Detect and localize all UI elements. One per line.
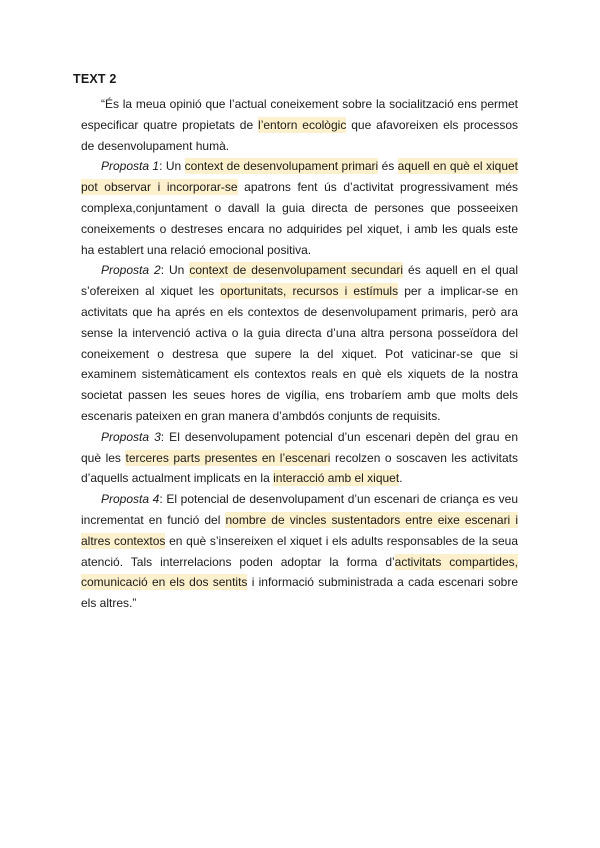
text-run: és: [378, 159, 398, 174]
paragraph-proposta-2: [81, 260, 518, 426]
highlighted-text: interacció amb el xiquet: [273, 471, 400, 486]
text-run: per a implicar-se en activitats que ha aprés en els contextos de desenvolupament primaris, però ara sense la intervenció activa o la guia directa d’una altra persona posseïdora del coneixement o destresa que supere la del xiquet. Pot vaticinar-se que si examinem sistemàticament els contextos reals en què els xiquets de la nostra societat passen les seues hores de vigília, ens trobaríem amb que molts dels escenaris pateixen en gran manera d’ambdós conjunts de requisits.: [81, 284, 519, 423]
highlighted-text: context de desenvolupament primari: [184, 159, 379, 174]
document-body: [81, 94, 518, 614]
paragraph-proposta-3: [81, 427, 518, 489]
text-run: : Un: [159, 159, 185, 174]
proposal-label: Proposta 3: [101, 429, 161, 444]
highlighted-text: terceres parts presentes en l’escenari: [125, 450, 331, 465]
highlighted-text: context de desenvolupament secundari: [189, 263, 404, 278]
paragraph-proposta-4: [81, 489, 518, 614]
highlighted-text: aquell en què el xiquet pot observar i incorporar-se: [81, 159, 519, 195]
text-run: que afavoreixen els processos de desenvolupament humà.: [81, 117, 519, 153]
proposal-label: Proposta 2: [101, 263, 161, 278]
text-run: és aquell en el qual s’ofereixen al xiquet les: [81, 263, 518, 299]
proposal-label: Proposta 4: [101, 492, 160, 507]
highlighted-text: oportunitats, recursos i estímuls: [220, 284, 399, 299]
text-run: i informació subministrada a cada escenari sobre els altres.”: [81, 575, 518, 611]
text-run: “És la meua opinió que l’actual coneixement sobre la socialització ens permet especificar quatre propietats de: [81, 97, 518, 132]
highlighted-text: l’entorn ecològic: [258, 117, 347, 132]
highlighted-text: activitats compartides, comunicació en els dos sentits: [81, 554, 518, 590]
paragraph-intro: [81, 94, 518, 156]
text-run: : Un: [160, 263, 190, 278]
text-run: : El potencial de desenvolupament d’un escenari de criança es veu incrementat en funció del: [81, 492, 519, 527]
highlighted-text: nombre de vincles sustentadors entre eixe escenari i altres contextos: [81, 512, 518, 548]
text-run: en què s’insereixen el xiquet i els adults responsables de la seua atenció. Tals interrelacions poden adoptar la forma d’: [81, 533, 518, 569]
text-run: recolzen o soscaven les activitats d’aquells actualment implicats en la: [81, 450, 518, 486]
proposal-label: Proposta 1: [101, 159, 160, 174]
text-run: : El desenvolupament potencial d’un escenari depèn del grau en què les: [81, 429, 518, 465]
text-run: .: [399, 471, 403, 486]
document-heading: TEXT 2: [73, 72, 117, 86]
paragraph-proposta-1: [81, 156, 518, 260]
text-run: apatrons fent ús d’activitat progressivament més complexa,conjuntament o davall la guia directa de persones que posseeixen coneixements o destreses encara no adquirides pel xiquet, i amb les quals este ha establert una relació emocional positiva.: [81, 180, 518, 257]
